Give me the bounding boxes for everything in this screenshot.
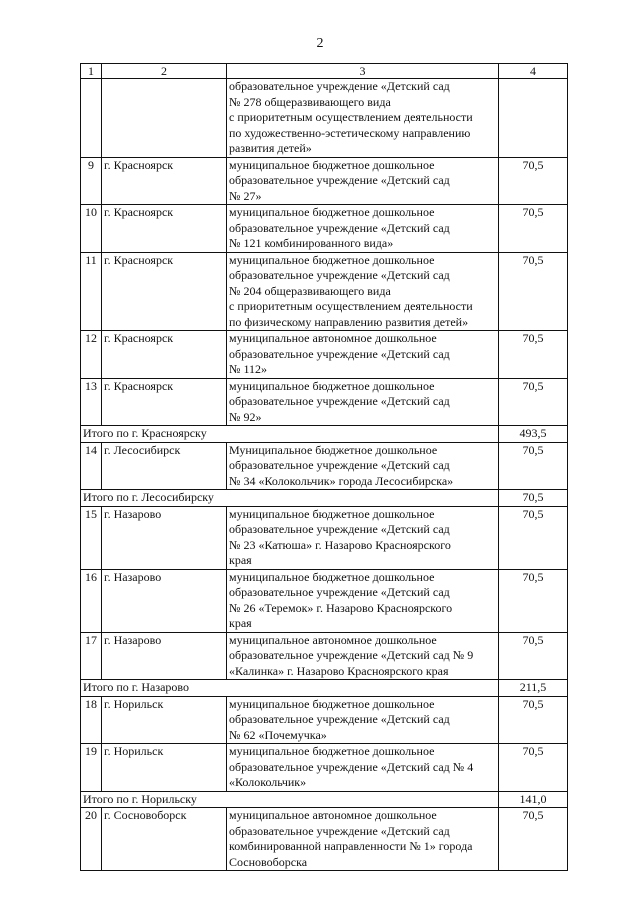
table-body [81,64,568,871]
amount: 70,5 [499,205,568,253]
amount: 70,5 [499,331,568,379]
city-name: г. Лесосибирск [102,442,227,490]
city-name: г. Красноярск [102,331,227,379]
total-label: Итого по г. Норильску [81,791,499,808]
institution-line: Муниципальное бюджетное дошкольное [229,442,438,457]
institution-name [227,331,499,379]
total-amount: 70,5 [499,490,568,507]
total-label: Итого по г. Лесосибирску [81,490,499,507]
institution-name [227,506,499,569]
total-amount: 493,5 [499,426,568,443]
institution-line: муниципальное автономное дошкольное [229,808,437,822]
city-name: г. Сосновоборск [102,808,227,871]
total-row [81,791,568,808]
table-row [81,205,568,253]
table-row [81,506,568,569]
row-number: 14 [81,442,102,490]
table-row [81,331,568,379]
institution-line: образовательное учреждение «Детский сад № 4 [229,759,474,774]
row-number: 11 [81,252,102,331]
header-cell-number: 1 [81,64,102,79]
institution-name [227,696,499,744]
institution-line: муниципальное бюджетное дошкольное [229,744,435,758]
institution-line: образовательное учреждение «Детский сад [229,823,450,838]
institution-line: № 278 общеразвивающего вида [229,94,391,109]
header-cell-institution: 3 [227,64,499,79]
institutions-table [80,63,568,871]
institution-line: образовательное учреждение «Детский сад [229,712,450,726]
institution-name [227,808,499,871]
continuation-amount-cell [499,79,568,158]
continuation-institution-cell [227,79,499,158]
institution-line: «Калинка» г. Назарово Красноярского края [229,663,449,678]
institution-name [227,744,499,792]
table-row [81,808,568,871]
institution-name [227,442,499,490]
total-label: Итого по г. Красноярску [81,426,499,443]
institution-line: муниципальное бюджетное дошкольное [229,696,435,711]
amount: 70,5 [499,442,568,490]
institution-name [227,569,499,632]
row-number: 12 [81,331,102,379]
institution-line: образовательное учреждение «Детский сад [229,346,450,361]
city-name: г. Назарово [102,569,227,632]
institution-line: «Колокольчик» [229,775,307,789]
amount: 70,5 [499,632,568,680]
institution-line: образовательное учреждение «Детский сад [229,522,450,536]
institution-line: образовательное учреждение «Детский сад [229,79,450,93]
institution-line: муниципальное бюджетное дошкольное [229,252,435,267]
institution-line: образовательное учреждение «Детский сад [229,585,450,599]
institution-line: муниципальное бюджетное дошкольное [229,506,435,521]
amount: 70,5 [499,157,568,205]
institution-line: образовательное учреждение «Детский сад [229,220,450,235]
page-number: 2 [316,36,324,51]
row-number: 10 [81,205,102,253]
table-row [81,442,568,490]
total-row [81,680,568,697]
institution-line: № 62 «Почемучка» [229,727,327,742]
institution-line: с приоритетным осуществлением деятельности [229,299,473,313]
amount: 70,5 [499,808,568,871]
city-name: г. Норильск [102,744,227,792]
table-row [81,632,568,680]
institution-line: по художественно-эстетическому направлению [229,125,471,140]
city-name: г. Красноярск [102,157,227,205]
institution-line: образовательное учреждение «Детский сад [229,458,450,472]
institution-line: муниципальное автономное дошкольное [229,632,437,647]
continuation-city-cell [102,79,227,158]
amount: 70,5 [499,252,568,331]
table-row [81,157,568,205]
total-amount: 141,0 [499,791,568,808]
institution-line: муниципальное автономное дошкольное [229,331,437,345]
row-number: 16 [81,569,102,632]
institution-line: № 26 «Теремок» г. Назарово Красноярского [229,600,453,615]
table-row [81,744,568,792]
total-label: Итого по г. Назарово [81,680,499,697]
city-name: г. Красноярск [102,252,227,331]
table-row [81,569,568,632]
institution-line: с приоритетным осуществлением деятельности [229,110,473,124]
institution-line: муниципальное бюджетное дошкольное [229,157,435,172]
institution-line: муниципальное бюджетное дошкольное [229,569,435,584]
continuation-number-cell [81,79,102,158]
row-number: 18 [81,696,102,744]
total-row [81,490,568,507]
row-number: 13 [81,378,102,426]
table-row [81,696,568,744]
header-cell-city: 2 [102,64,227,79]
institution-line: образовательное учреждение «Детский сад [229,268,450,282]
row-number: 15 [81,506,102,569]
institution-line: по физическому направлению развития детей» [229,314,469,329]
amount: 70,5 [499,378,568,426]
amount: 70,5 [499,696,568,744]
row-number: 17 [81,632,102,680]
total-row [81,426,568,443]
table-row [81,378,568,426]
row-number: 20 [81,808,102,871]
city-name: г. Назарово [102,632,227,680]
city-name: г. Красноярск [102,378,227,426]
city-name: г. Красноярск [102,205,227,253]
institution-line: № 27» [229,188,262,203]
city-name: г. Назарово [102,506,227,569]
header-row [81,64,568,79]
amount: 70,5 [499,744,568,792]
institution-line: комбинированной направленности № 1» города [229,839,473,853]
institution-name [227,252,499,331]
institution-line: Сосновоборска [229,854,308,869]
city-name: г. Норильск [102,696,227,744]
row-number: 9 [81,157,102,205]
institution-line: края [229,616,252,630]
institution-line: № 112» [229,362,268,376]
institution-name [227,378,499,426]
header-cell-amount: 4 [499,64,568,79]
institution-name [227,632,499,680]
institution-line: образовательное учреждение «Детский сад № 9 [229,648,474,662]
amount: 70,5 [499,569,568,632]
institution-line: муниципальное бюджетное дошкольное [229,205,435,219]
institution-name [227,157,499,205]
table-row [81,252,568,331]
institution-line: края [229,553,252,567]
institution-line: № 92» [229,409,262,424]
institution-line: № 204 общеразвивающего вида [229,283,391,298]
row-number: 19 [81,744,102,792]
institution-line: муниципальное бюджетное дошкольное [229,378,435,393]
total-amount: 211,5 [499,680,568,697]
amount: 70,5 [499,506,568,569]
institution-line: № 23 «Катюша» г. Назарово Красноярского [229,537,451,552]
institution-line: образовательное учреждение «Детский сад [229,394,450,408]
continuation-row [81,79,568,158]
institution-line: образовательное учреждение «Детский сад [229,173,450,187]
institution-line: № 121 комбинированного вида» [229,236,394,250]
institution-name [227,205,499,253]
institution-line: развития детей» [229,141,312,155]
institution-line: № 34 «Колокольчик» города Лесосибирска» [229,473,454,488]
